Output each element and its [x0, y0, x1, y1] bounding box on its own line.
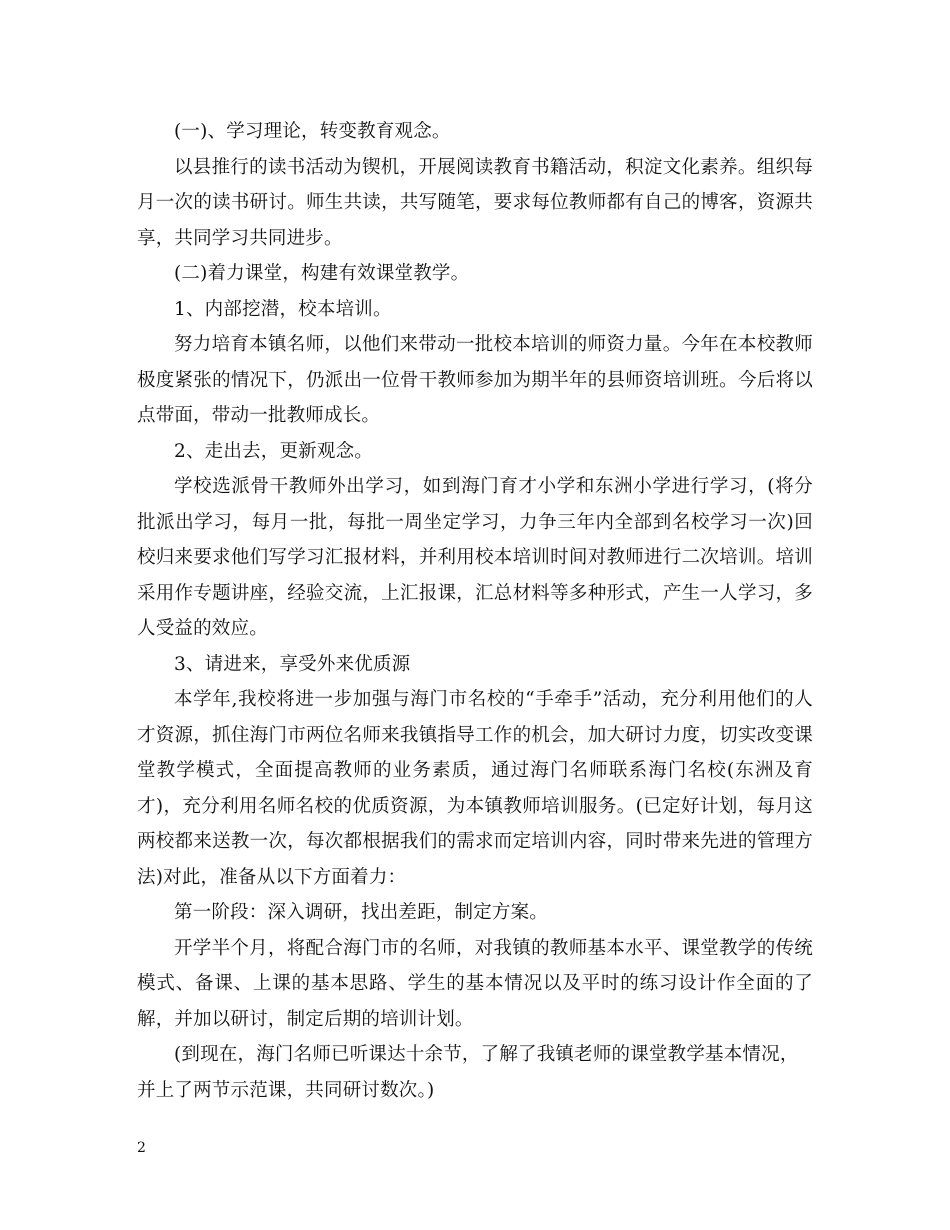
- subheading-1: 1、内部挖潜，校本培训。: [174, 298, 392, 320]
- body-paragraph: 开学半个月，将配合海门市的名师，对我镇的教师基本水平、课堂教学的传统模式、备课、上课的基本思路、学生的基本情况以及平时的练习设计作全面的了解，并加以研讨，制定后期的培训计划。: [137, 937, 813, 1030]
- body-paragraph: 努力培育本镇名师，以他们来带动一批校本培训的师资力量。今年在本校教师极度紧张的情况下，仍派出一位骨干教师参加为期半年的县师资培训班。今后将以点带面，带动一批教师成长。: [137, 334, 813, 426]
- document-body: [137, 114, 813, 1108]
- subheading-3: 3、请进来，享受外来优质源: [174, 653, 411, 675]
- body-paragraph-note: (到现在，海门名师已听课达十余节，了解了我镇老师的课堂教学基本情况，并上了两节示范课，共同研讨数次。): [137, 1044, 799, 1101]
- page-number: 2: [137, 1140, 146, 1156]
- body-paragraph: 以县推行的读书活动为锲机，开展阅读教育书籍活动，积淀文化素养。组织每月一次的读书研讨。师生共读，共写随笔，要求每位教师都有自己的博客，资源共享，共同学习共同进步。: [137, 156, 813, 249]
- body-paragraph: 本学年,我校将进一步加强与海门市名校的“手牵手”活动，充分利用他们的人才资源，抓住海门市两位名师来我镇指导工作的机会，加大研讨力度，切实改变课堂教学模式，全面提高教师的业务素质，通过海门名师联系海门名校(东洲及育才)，充分利用名师名校的优质资源，为本镇教师培训服务。(已定好计划，每月这两校都来送教一次，每次都根据我们的需求而定培训内容，同时带来先进的管理方法)对此，准备从以下方面着力：: [137, 689, 813, 888]
- body-paragraph: 学校选派骨干教师外出学习，如到海门育才小学和东洲小学进行学习，(将分批派出学习，每月一批，每批一周坐定学习，力争三年内全部到名校学习一次)回校归来要求他们写学习汇报材料，并利用校本培训时间对教师进行二次培训。培训采用作专题讲座，经验交流，上汇报课，汇总材料等多种形式，产生一人学习，多人受益的效应。: [137, 476, 813, 639]
- section-heading-2: (二)着力课堂，构建有效课堂教学。: [174, 263, 470, 284]
- subheading-2: 2、走出去，更新观念。: [174, 440, 373, 462]
- stage-heading: 第一阶段：深入调研，找出差距，制定方案。: [174, 902, 549, 923]
- section-heading-1: (一)、学习理论，转变教育观念。: [174, 121, 451, 142]
